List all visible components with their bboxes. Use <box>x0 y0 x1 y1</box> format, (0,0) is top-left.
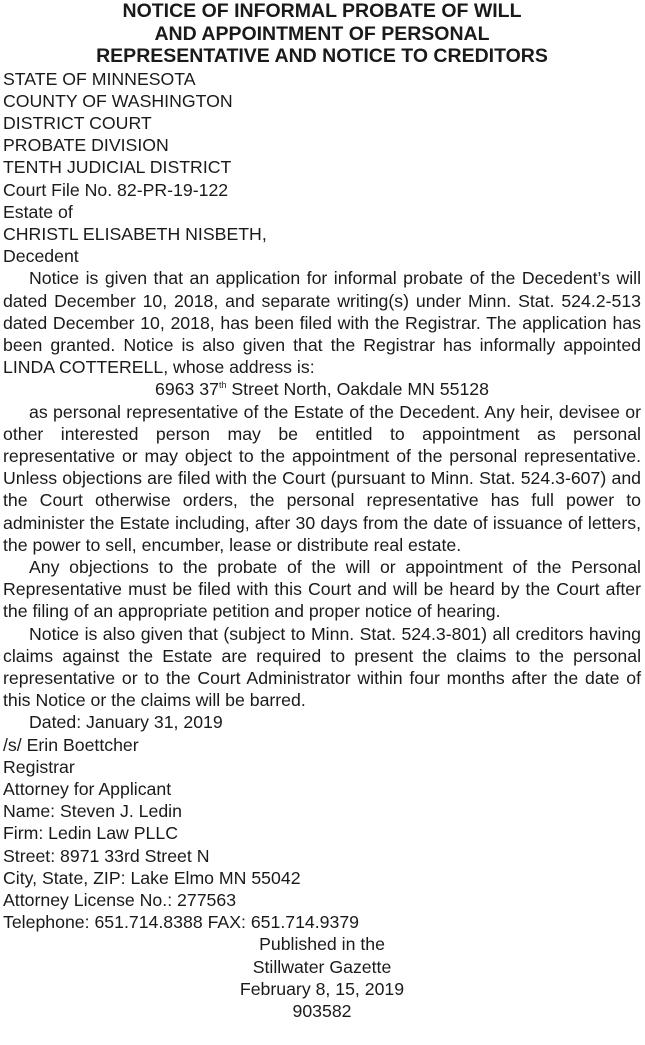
caption-state: STATE OF MINNESOTA <box>3 68 196 89</box>
representative-address <box>3 378 641 400</box>
registrar-signature: /s/ Erin Boettcher <box>3 734 139 755</box>
caption-decedent-label: Decedent <box>3 246 79 267</box>
attorney-license: Attorney License No.: 277563 <box>3 890 237 911</box>
attorney-block <box>3 778 641 933</box>
title-line-3: REPRESENTATIVE AND NOTICE TO CREDITORS <box>96 45 548 67</box>
attorney-city-state-zip: City, State, ZIP: Lake Elmo MN 55042 <box>3 867 301 888</box>
signature-block <box>3 711 641 778</box>
caption-division: PROBATE DIVISION <box>3 135 169 156</box>
dated-line: Dated: January 31, 2019 <box>29 712 223 733</box>
address-number: 6963 37 <box>155 379 219 400</box>
caption-estate-of: Estate of <box>3 201 73 222</box>
notice-paragraph-creditors: Notice is also given that (subject to Minn. Stat. 524.3-801) all creditors having claims against the Estate are required to present the claims to the personal representative or to the Court Administrator within four months after the date of this Notice or the claims will be barred. <box>3 623 641 711</box>
registrar-title: Registrar <box>3 756 75 777</box>
caption-decedent-name: CHRISTL ELISABETH NISBETH, <box>3 223 267 244</box>
caption-file-number: Court File No. 82-PR-19-122 <box>3 179 229 200</box>
attorney-heading: Attorney for Applicant <box>3 779 172 799</box>
title-line-2: AND APPOINTMENT OF PERSONAL <box>154 22 490 45</box>
attorney-street: Street: 8971 33rd Street N <box>3 845 210 866</box>
publication-dates: February 8, 15, 2019 <box>239 978 405 999</box>
caption-court: DISTRICT COURT <box>3 112 152 133</box>
notice-paragraph-application: Notice is given that an application for informal probate of the Decedent’s will dated December 10, 2018, and separate writing(s) under Minn. Stat. 524.2-513 dated December 10, 2018, has been filed with the Registrar. The application has been granted. Notice is also given that the Registrar has informally appointed LINDA COTTERELL, whose address is: <box>3 268 641 378</box>
address-ordinal-suffix: th <box>218 380 227 391</box>
publication-id: 903582 <box>292 1001 352 1022</box>
address-rest: Street North, Oakdale MN 55128 <box>226 379 489 400</box>
case-caption <box>3 68 641 268</box>
caption-county: COUNTY OF WASHINGTON <box>3 90 233 111</box>
publication-line-1: Published in the <box>259 934 385 955</box>
attorney-firm: Firm: Ledin Law PLLC <box>3 823 178 844</box>
notice-paragraph-appointment: as personal representative of the Estate of the Decedent. Any heir, devisee or other interested person may be entitled to appointment as personal representative or may object to the appointment of the personal representative. Unless objections are filed with the Court (pursuant to Minn. Stat. 524.3-607) and the Court otherwise orders, the personal representative has full power to administer the Estate including, after 30 days from the date of issuance of letters, the power to sell, encumber, lease or distribute real estate. <box>3 401 641 555</box>
title-line-1: NOTICE OF INFORMAL PROBATE OF WILL <box>122 0 522 22</box>
attorney-telephone: Telephone: 651.714.8388 FAX: 651.714.9379 <box>3 912 360 933</box>
caption-district: TENTH JUDICIAL DISTRICT <box>3 157 232 178</box>
publication-newspaper: Stillwater Gazette <box>252 956 392 977</box>
publication-block <box>3 933 641 1022</box>
notice-body <box>3 68 641 1023</box>
attorney-name: Name: Steven J. Ledin <box>3 801 182 822</box>
notice-title <box>3 0 641 68</box>
notice-paragraph-objections: Any objections to the probate of the will or appointment of the Personal Representative must be filed with this Court and will be heard by the Court after the filing of an appropriate petition and proper notice of hearing. <box>3 556 641 622</box>
